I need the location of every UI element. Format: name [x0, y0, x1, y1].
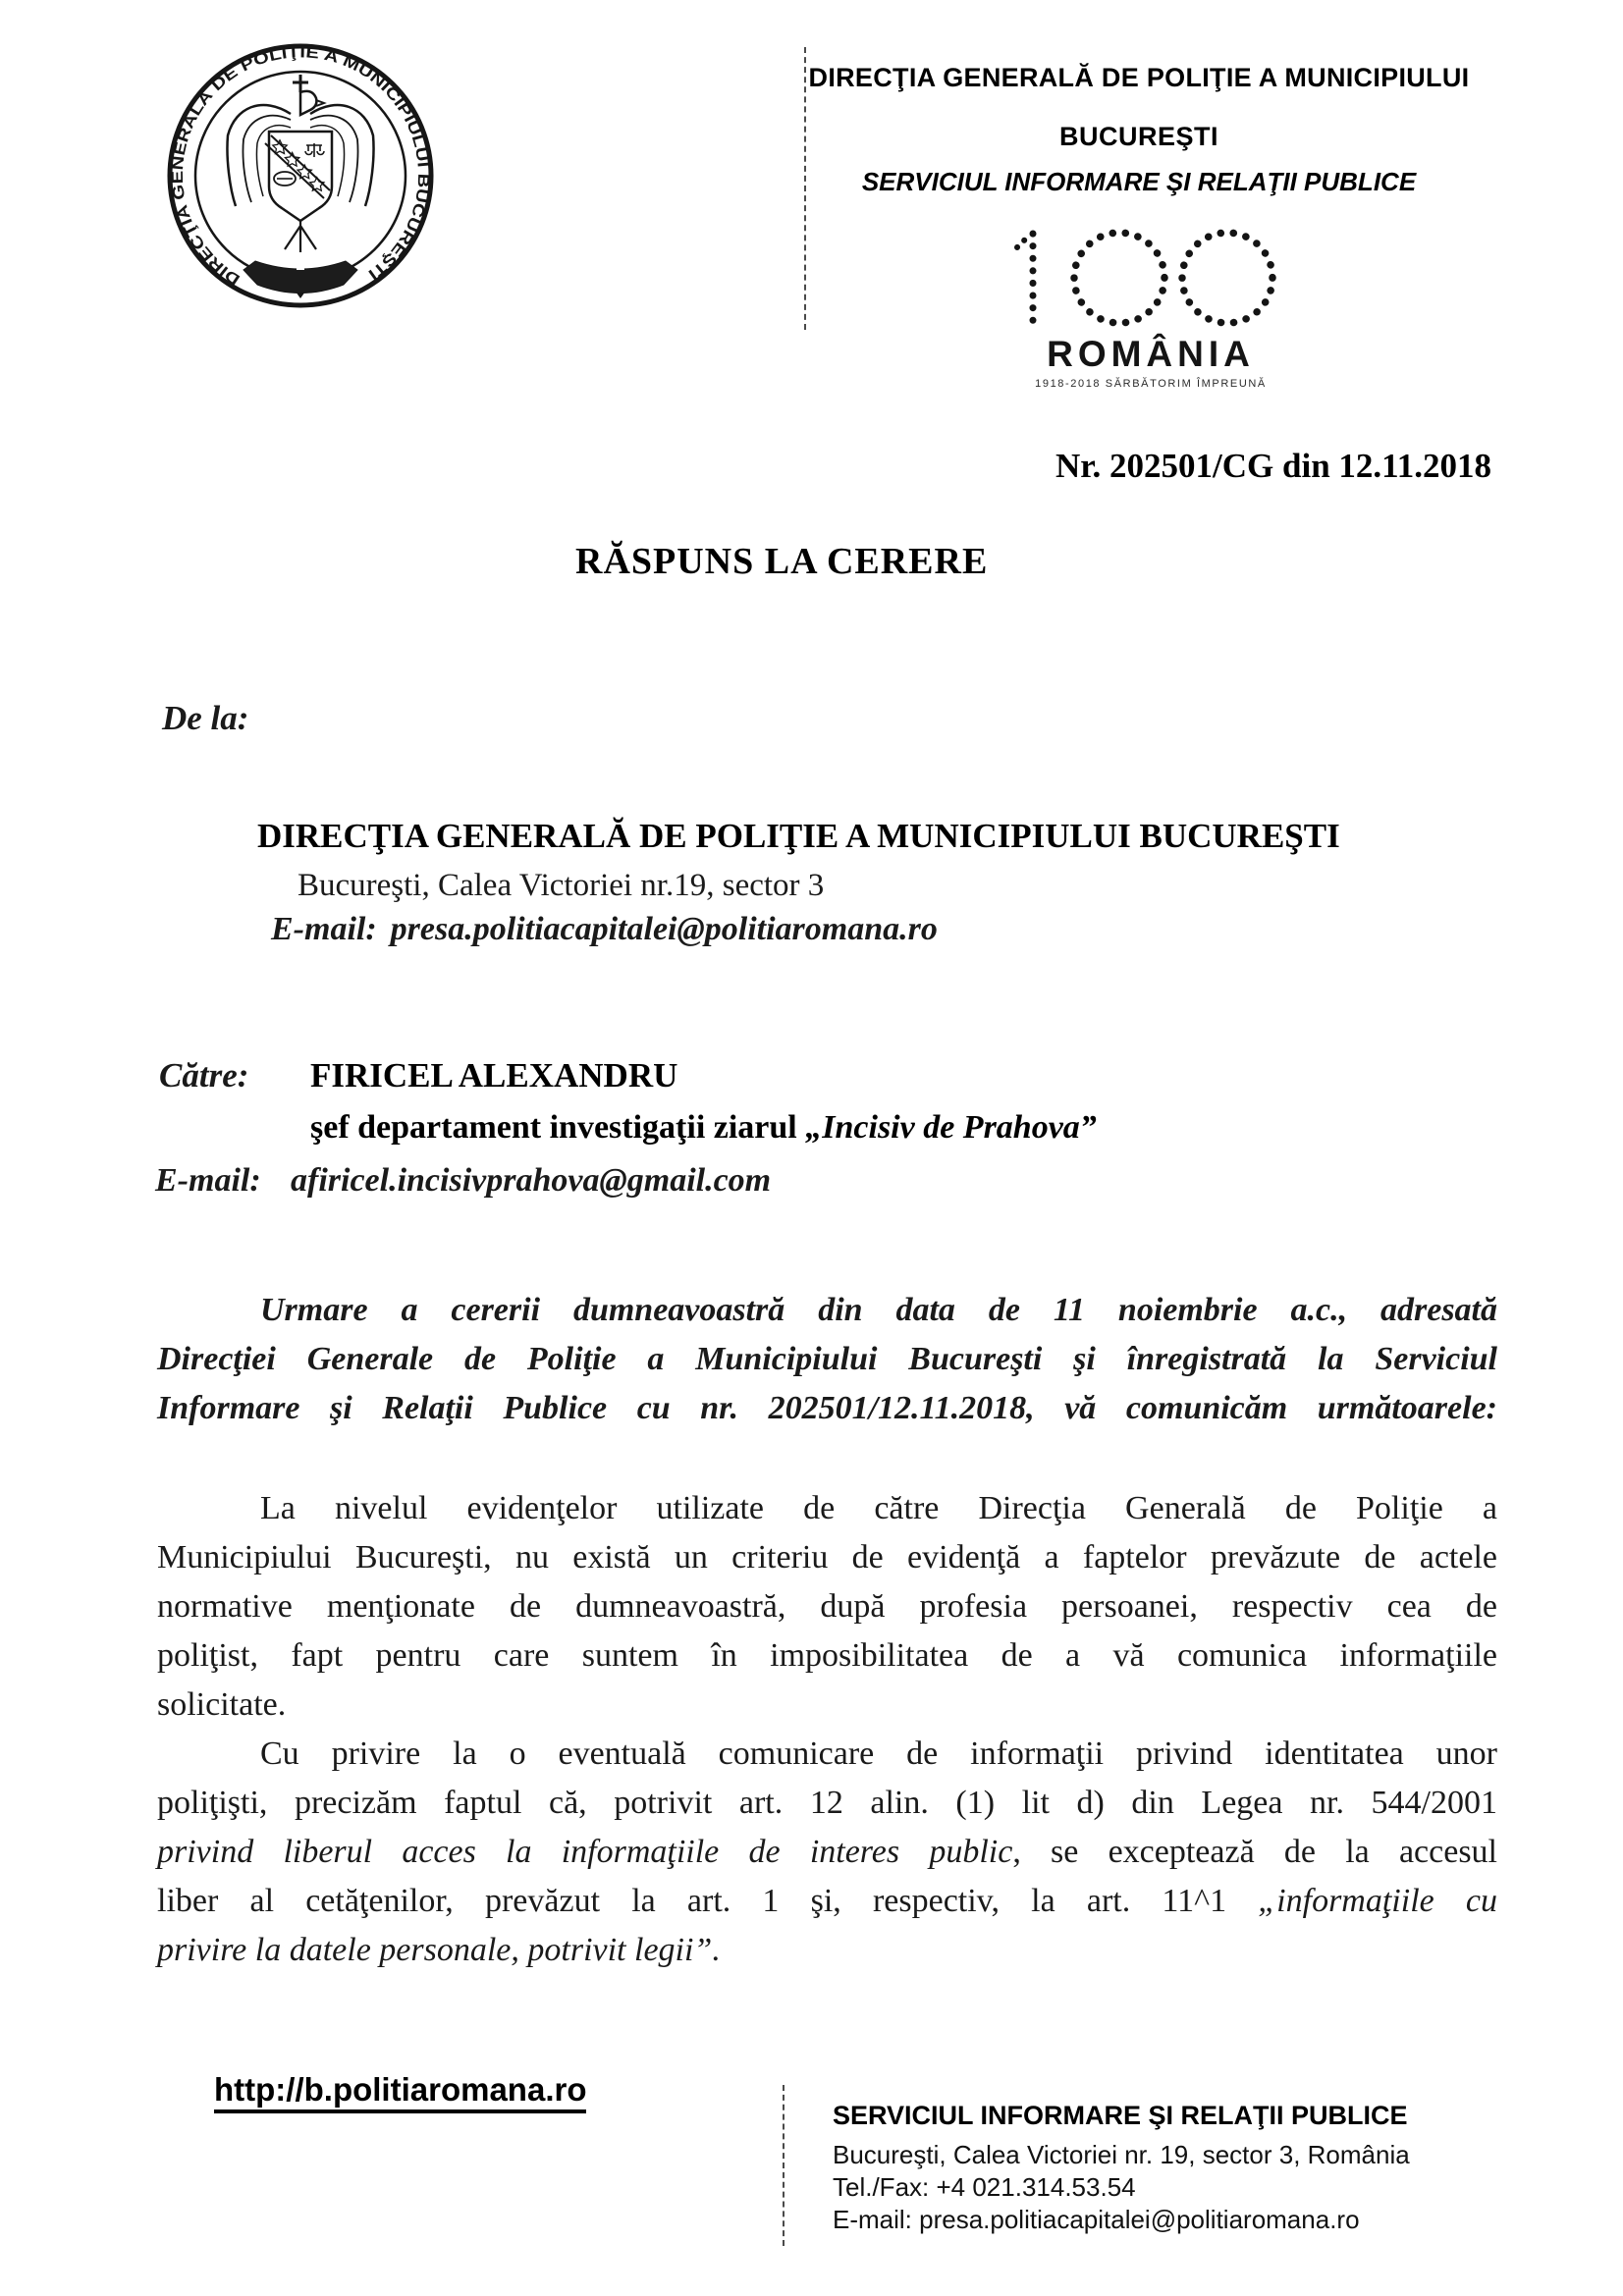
letterhead-org-line2: BUCUREŞTI	[1058, 122, 1218, 151]
to-email-value: afiricel.incisivprahova@gmail.com	[291, 1162, 772, 1199]
centenary-tagline: 1918-2018 SĂRBĂTORIM ÎMPREUNĂ	[1035, 378, 1267, 390]
seal-banner	[243, 261, 357, 294]
body-line: poliţist, fapt pentru care suntem în imposibilitatea de a vă comunica informaţiile	[157, 1637, 1497, 1674]
from-email-value: presa.politiacapitalei@politiaromana.ro	[390, 911, 938, 947]
paragraph-intro	[157, 1286, 1497, 1433]
police-seal-icon	[165, 41, 436, 312]
from-label: De la:	[162, 699, 249, 737]
header-dashed-divider	[804, 47, 806, 330]
legal-quote-italic: „informaţiile cu	[1258, 1883, 1497, 1919]
footer-contact-block	[833, 2101, 1520, 2236]
footer-department: SERVICIUL INFORMARE ŞI RELAŢII PUBLICE	[833, 2101, 1408, 2130]
footer-email: E-mail: presa.politiacapitalei@politiaromana.ro	[833, 2205, 1360, 2234]
body-line: privire la datele personale, potrivit legii”.	[157, 1932, 721, 1968]
body-line: normative menţionate de dumneavoastră, după profesia persoanei, respectiv cea de	[157, 1588, 1497, 1625]
body-line-text: liber al cetăţenilor, prevăzut la art. 1 şi, respectiv, la art. 11^1	[157, 1883, 1259, 1919]
letterhead-org-line1: DIRECŢIA GENERALĂ DE POLIŢIE A MUNICIPIULUI	[808, 63, 1470, 92]
footer-website-link: http://b.politiaromana.ro	[214, 2071, 586, 2113]
body-line: Cu privire la o eventuală comunicare de informaţii privind identitatea unor	[260, 1735, 1497, 1772]
letterhead-department: SERVICIUL INFORMARE ŞI RELAŢII PUBLICE	[861, 167, 1417, 196]
paragraph-main	[157, 1484, 1497, 1975]
reference-number: Nr. 202501/CG din 12.11.2018	[1055, 447, 1491, 485]
footer-address: Bucureşti, Calea Victoriei nr. 19, sector 3, România	[833, 2140, 1410, 2169]
to-email-label: E-mail:	[155, 1162, 261, 1199]
body-line	[157, 1877, 1497, 1926]
from-email-row	[271, 911, 938, 948]
to-recipient-role	[310, 1109, 1097, 1147]
centenary-100-icon	[1003, 218, 1298, 397]
romania-centenary-logo	[1003, 218, 1298, 397]
from-organization: DIRECŢIA GENERALĂ DE POLIŢIE A MUNICIPIULUI BUCUREŞTI	[257, 817, 1340, 855]
to-role-text: şef departament investigaţii ziarul	[310, 1109, 806, 1146]
centenary-country-label: ROMÂNIA	[1047, 334, 1255, 374]
police-seal-stamp	[165, 41, 436, 312]
to-role-publication: „Incisiv de Prahova”	[805, 1109, 1097, 1146]
body-line: poliţişti, precizăm faptul că, potrivit art. 12 alin. (1) lit d) din Legea nr. 544/2001	[157, 1785, 1497, 1821]
to-recipient-name: FIRICEL ALEXANDRU	[310, 1056, 678, 1095]
legal-citation-italic: privind liberul acces la informaţiile de interes public	[157, 1834, 1013, 1870]
body-line: Direcţiei Generale de Poliţie a Municipiului Bucureşti şi înregistrată la Serviciul	[157, 1341, 1497, 1377]
body-line: solicitate.	[157, 1686, 287, 1723]
body-line	[157, 1828, 1497, 1877]
seal-eagle-emblem	[227, 75, 373, 252]
from-email-label: E-mail:	[271, 911, 377, 947]
to-label: Către:	[159, 1056, 249, 1095]
seal-ring-text: DIRECŢIA GENERALĂ DE POLIŢIE A MUNICIPIULUI BUCUREŞTI	[169, 44, 432, 289]
footer-dashed-divider	[783, 2085, 784, 2246]
body-line: Informare şi Relaţii Publice cu nr. 202501/12.11.2018, vă comunicăm următoarele:	[157, 1390, 1497, 1426]
body-line: Urmare a cererii dumneavoastră din data de 11 noiembrie a.c., adresată	[260, 1292, 1497, 1328]
body-line: La nivelul evidenţelor utilizate de către Direcţia Generală de Poliţie a	[260, 1490, 1497, 1526]
footer-phone: Tel./Fax: +4 021.314.53.54	[833, 2172, 1136, 2202]
body-line: Municipiului Bucureşti, nu există un criteriu de evidenţă a faptelor prevăzute de actele	[157, 1539, 1497, 1575]
body-line-text: , se exceptează de la accesul	[1012, 1834, 1498, 1870]
from-address: Bucureşti, Calea Victoriei nr.19, sector 3	[298, 868, 825, 903]
document-title: RĂSPUNS LA CERERE	[575, 541, 989, 582]
